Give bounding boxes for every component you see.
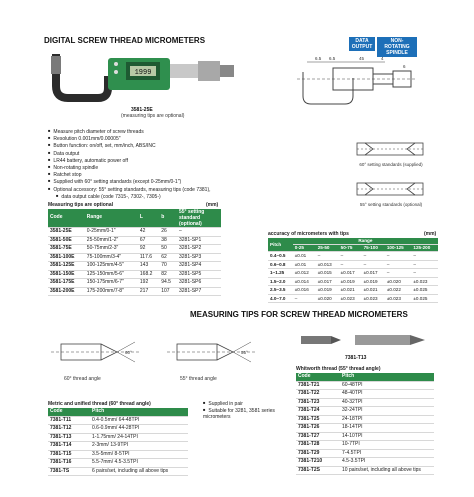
cell: ±0.01 xyxy=(293,252,316,261)
cell: 3581-125E xyxy=(48,262,85,271)
cell: 50-75mm/2-3" xyxy=(85,245,138,254)
cell: – xyxy=(177,228,221,237)
cell: 0-25mm/0-1" xyxy=(85,228,138,237)
cell: 168.2 xyxy=(138,270,159,279)
tip-60-angle: 60° xyxy=(125,350,132,355)
cell: 3281-SP6 xyxy=(177,279,221,288)
feature-item: ■ Measure pitch diameter of screw threads xyxy=(48,128,288,135)
setting-55-caption: 55° setting standards (optional) xyxy=(359,202,423,207)
cell: 6 pairs/set, including all above tips xyxy=(90,467,188,476)
setting-standard-60-drawing xyxy=(355,137,425,161)
cell: ±0.01 xyxy=(293,260,316,269)
tip-product-code: 7381-T13 xyxy=(345,355,367,361)
cell: – xyxy=(362,252,385,261)
cell: 7381-T27 xyxy=(296,432,340,441)
non-rotating-spindle-badge: NON-ROTATING SPINDLE xyxy=(377,37,417,57)
cell: 0.4-0.5mm/ 64-48TPI xyxy=(90,416,188,425)
cell: 3581-200E xyxy=(48,287,85,296)
tip-60-caption: 60° thread angle xyxy=(64,376,101,382)
supplied-item: ■ Suitable for 3281, 3581 series micrometers xyxy=(203,407,283,420)
table-row xyxy=(48,425,188,434)
main-table xyxy=(48,209,221,296)
table-row xyxy=(296,441,434,450)
dim-label: 6.5 xyxy=(315,56,322,61)
table-row xyxy=(48,262,221,271)
cell: ±0.023 xyxy=(385,294,412,303)
table-row xyxy=(296,390,434,399)
table-row xyxy=(48,228,221,237)
cell: – xyxy=(362,260,385,269)
tips-heading: MEASURING TIPS FOR SCREW THREAD MICROMETERS xyxy=(190,310,408,319)
cell: 67 xyxy=(138,236,159,245)
cell: – xyxy=(293,294,316,303)
table-row xyxy=(48,416,188,425)
table-row xyxy=(268,252,438,261)
col-header: b xyxy=(159,209,177,228)
col-header: Range xyxy=(85,209,138,228)
table-row xyxy=(296,458,434,467)
accuracy-table xyxy=(268,238,438,303)
col-header: 75-100 xyxy=(362,245,385,252)
dim-label: 6.5 xyxy=(329,56,336,61)
cell: ±0.023 xyxy=(411,277,438,286)
cell: 3281-SP5 xyxy=(177,270,221,279)
cell: ±0.021 xyxy=(362,286,385,295)
cell: 3581-150E xyxy=(48,270,85,279)
cell: – xyxy=(411,269,438,278)
cell: 7381-T2S xyxy=(296,466,340,475)
supplied-item: ■ Supplied in pair xyxy=(203,400,283,407)
feature-list xyxy=(48,128,288,200)
setting-60-caption: 60° setting standards (supplied) xyxy=(359,162,423,167)
col-header: Code xyxy=(48,408,90,416)
cell: 2.5~3.5 xyxy=(268,286,293,295)
cell: ±0.020 xyxy=(385,277,412,286)
cell: 7381-T12 xyxy=(48,425,90,434)
table-row xyxy=(48,253,221,262)
table-row xyxy=(296,424,434,433)
cell: 125-150mm/5-6" xyxy=(85,270,138,279)
cell: ±0.017 xyxy=(362,269,385,278)
cell: 92 xyxy=(138,245,159,254)
cell: 3581-50E xyxy=(48,236,85,245)
cell: – xyxy=(411,260,438,269)
cell: 2-3mm/ 13-9TPI xyxy=(90,442,188,451)
micrometer-drawing xyxy=(285,54,435,112)
table-row xyxy=(268,294,438,303)
cell: 0.6~0.8 xyxy=(268,260,293,269)
cell: 1.5~2.0 xyxy=(268,277,293,286)
cell: 7381-T11 xyxy=(48,416,90,425)
cell: 7381-T21 xyxy=(296,381,340,390)
cell: ±0.019 xyxy=(339,277,362,286)
cell: 4.0~7.0 xyxy=(268,294,293,303)
cell: 3581-100E xyxy=(48,253,85,262)
micrometer-photo xyxy=(48,46,238,104)
cell: 10 pairs/set, including all above tips xyxy=(340,466,434,475)
cell: – xyxy=(339,260,362,269)
cell: 7381-T23 xyxy=(296,398,340,407)
cell: 3281-SP7 xyxy=(177,287,221,296)
cell: 3.5-5mm/ 8-5TPI xyxy=(90,450,188,459)
table-row xyxy=(48,459,188,468)
table-row xyxy=(296,432,434,441)
table-row xyxy=(48,467,188,476)
table-row xyxy=(268,277,438,286)
page-title: DIGITAL SCREW THREAD MICROMETERS xyxy=(44,36,206,45)
cell: 7381-T14 xyxy=(48,442,90,451)
feature-item: ■ Ratchet stop xyxy=(48,171,288,178)
col-header: Code xyxy=(296,373,340,381)
tip-60-drawing xyxy=(47,336,147,374)
cell: ±0.013 xyxy=(316,260,339,269)
table-row xyxy=(48,236,221,245)
cell: 1-1.75mm/ 24-14TPI xyxy=(90,433,188,442)
metric-table xyxy=(48,408,188,476)
tip-55-angle: 55° xyxy=(241,350,248,355)
cell: 5.5-7mm/ 4.5-3.5TPI xyxy=(90,459,188,468)
col-header: Pitch xyxy=(340,373,434,381)
main-table-unit: (mm) xyxy=(206,202,219,208)
feature-item: ■ Button function: on/off, set, mm/inch, ABS/INC xyxy=(48,142,288,149)
cell: 4.5-3.5TPI xyxy=(340,458,434,467)
tip-55-caption: 55° thread angle xyxy=(180,376,217,382)
product-code: 3581-25E xyxy=(131,107,153,113)
cell: 7381-T28 xyxy=(296,441,340,450)
cell: 42 xyxy=(138,228,159,237)
cell: 192 xyxy=(138,279,159,288)
cell: 143 xyxy=(138,262,159,271)
accuracy-table-caption: accuracy of micrometers with tips xyxy=(268,231,349,237)
table-row xyxy=(296,381,434,390)
cell: 1~1.25 xyxy=(268,269,293,278)
table-row xyxy=(48,442,188,451)
cell: ±0.014 xyxy=(293,277,316,286)
table-row xyxy=(48,279,221,288)
dim-label: 6 xyxy=(403,64,406,69)
feature-item: ■ Supplied with 60° setting standards (except 0-25mm/0-1") xyxy=(48,178,288,185)
cell: 7381-T22 xyxy=(296,390,340,399)
cell: ±0.021 xyxy=(339,286,362,295)
cell: 48-40TPI xyxy=(340,390,434,399)
cell: ±0.023 xyxy=(362,294,385,303)
whitworth-table-caption: Whitworth thread (55° thread angle) xyxy=(296,366,381,372)
main-table-caption: Measuring tips are optional xyxy=(48,202,114,208)
cell: 3581-25E xyxy=(48,228,85,237)
feature-item: ■ Optional accessory: 55° setting standards, measuring tips (code 7381), xyxy=(48,186,288,193)
feature-item: ■ Non-rotating spindle xyxy=(48,164,288,171)
cell: 117.6 xyxy=(138,253,159,262)
table-row xyxy=(296,407,434,416)
cell: ±0.025 xyxy=(411,286,438,295)
cell: 107 xyxy=(159,287,177,296)
cell: 3281-SP4 xyxy=(177,262,221,271)
table-row xyxy=(296,466,434,475)
cell: 100-125mm/4-5" xyxy=(85,262,138,271)
cell: ±0.015 xyxy=(316,269,339,278)
cell: 7381-T16 xyxy=(48,459,90,468)
cell: 24-18TPI xyxy=(340,415,434,424)
col-header: 0-25 xyxy=(293,245,316,252)
cell: 75-100mm/3-4" xyxy=(85,253,138,262)
cell: 7381-T13 xyxy=(48,433,90,442)
feature-item: ■ Resolution 0.001mm/0.00005" xyxy=(48,135,288,142)
tip-photo xyxy=(295,326,435,354)
cell: ±0.022 xyxy=(385,286,412,295)
cell: 25-50mm/1-2" xyxy=(85,236,138,245)
cell: 18-14TPI xyxy=(340,424,434,433)
cell: 3581-75E xyxy=(48,245,85,254)
cell: – xyxy=(411,252,438,261)
cell: 40-32TPI xyxy=(340,398,434,407)
cell: 3581-175E xyxy=(48,279,85,288)
feature-item: ■ data output cable (code 7315-, 7302-, 7305-) xyxy=(48,193,288,200)
cell: 7381-TS xyxy=(48,467,90,476)
feature-item: ■ Data output xyxy=(48,150,288,157)
cell: 150-175mm/6-7" xyxy=(85,279,138,288)
col-header: Pitch xyxy=(268,238,293,252)
table-row xyxy=(48,245,221,254)
cell: 3281-SP1 xyxy=(177,236,221,245)
col-header: 125-200 xyxy=(411,245,438,252)
cell: – xyxy=(339,252,362,261)
table-row xyxy=(48,450,188,459)
cell: 7-4.5TPI xyxy=(340,449,434,458)
cell: – xyxy=(385,252,412,261)
col-header: 100-125 xyxy=(385,245,412,252)
cell: 7381-T210 xyxy=(296,458,340,467)
cell: 50 xyxy=(159,245,177,254)
col-header: 50-75 xyxy=(339,245,362,252)
cell: 7381-T26 xyxy=(296,424,340,433)
cell: 82 xyxy=(159,270,177,279)
cell: 7381-T15 xyxy=(48,450,90,459)
cell: 94.5 xyxy=(159,279,177,288)
cell: 217 xyxy=(138,287,159,296)
whitworth-table xyxy=(296,373,434,475)
accuracy-table-unit: (mm) xyxy=(424,231,437,237)
cell: – xyxy=(385,260,412,269)
cell: 70 xyxy=(159,262,177,271)
dim-label: 4 xyxy=(381,56,384,61)
cell: ±0.019 xyxy=(362,277,385,286)
table-row xyxy=(296,449,434,458)
col-header: 55° setting standard (optional) xyxy=(177,209,221,228)
col-header: L xyxy=(138,209,159,228)
cell: 60-48TPI xyxy=(340,381,434,390)
cell: ±0.016 xyxy=(293,286,316,295)
cell: 3281-SP3 xyxy=(177,253,221,262)
cell: 7381-T24 xyxy=(296,407,340,416)
cell: 0.4~0.5 xyxy=(268,252,293,261)
cell: 0.6-0.9mm/ 44-28TPI xyxy=(90,425,188,434)
cell: – xyxy=(385,269,412,278)
cell: ±0.012 xyxy=(293,269,316,278)
product-note: (measuring tips are optional) xyxy=(121,113,185,119)
cell: 26 xyxy=(159,228,177,237)
data-output-badge: DATA OUTPUT xyxy=(349,37,375,51)
cell: ±0.025 xyxy=(411,294,438,303)
table-row xyxy=(268,286,438,295)
cell: ±0.020 xyxy=(316,294,339,303)
metric-table-caption: Metric and unified thread (60° thread angle) xyxy=(48,401,151,407)
cell: 38 xyxy=(159,236,177,245)
supplied-list xyxy=(203,400,283,421)
cell: 62 xyxy=(159,253,177,262)
cell: ±0.017 xyxy=(339,269,362,278)
tip-55-drawing xyxy=(163,336,263,374)
cell: 7381-T25 xyxy=(296,415,340,424)
table-row xyxy=(48,433,188,442)
cell: 10-7TPI xyxy=(340,441,434,450)
cell: ±0.017 xyxy=(316,277,339,286)
setting-standard-55-drawing xyxy=(355,177,425,201)
table-row xyxy=(48,287,221,296)
table-row xyxy=(296,415,434,424)
dim-label: 45 xyxy=(359,56,365,61)
col-header: 25-50 xyxy=(316,245,339,252)
cell: 3281-SP2 xyxy=(177,245,221,254)
cell: 175-200mm/7-8" xyxy=(85,287,138,296)
cell: – xyxy=(316,252,339,261)
table-row xyxy=(48,270,221,279)
table-row xyxy=(296,398,434,407)
col-header: Range xyxy=(293,238,438,245)
cell: ±0.023 xyxy=(339,294,362,303)
feature-item: ■ LR44 battery, automatic power off xyxy=(48,157,288,164)
col-header: Pitch xyxy=(90,408,188,416)
cell: ±0.019 xyxy=(316,286,339,295)
micrometer-lcd-value: 1999 xyxy=(134,69,152,77)
cell: 14-10TPI xyxy=(340,432,434,441)
col-header: Code xyxy=(48,209,85,228)
cell: 32-24TPI xyxy=(340,407,434,416)
cell: 7381-T29 xyxy=(296,449,340,458)
table-row xyxy=(268,269,438,278)
table-row xyxy=(268,260,438,269)
